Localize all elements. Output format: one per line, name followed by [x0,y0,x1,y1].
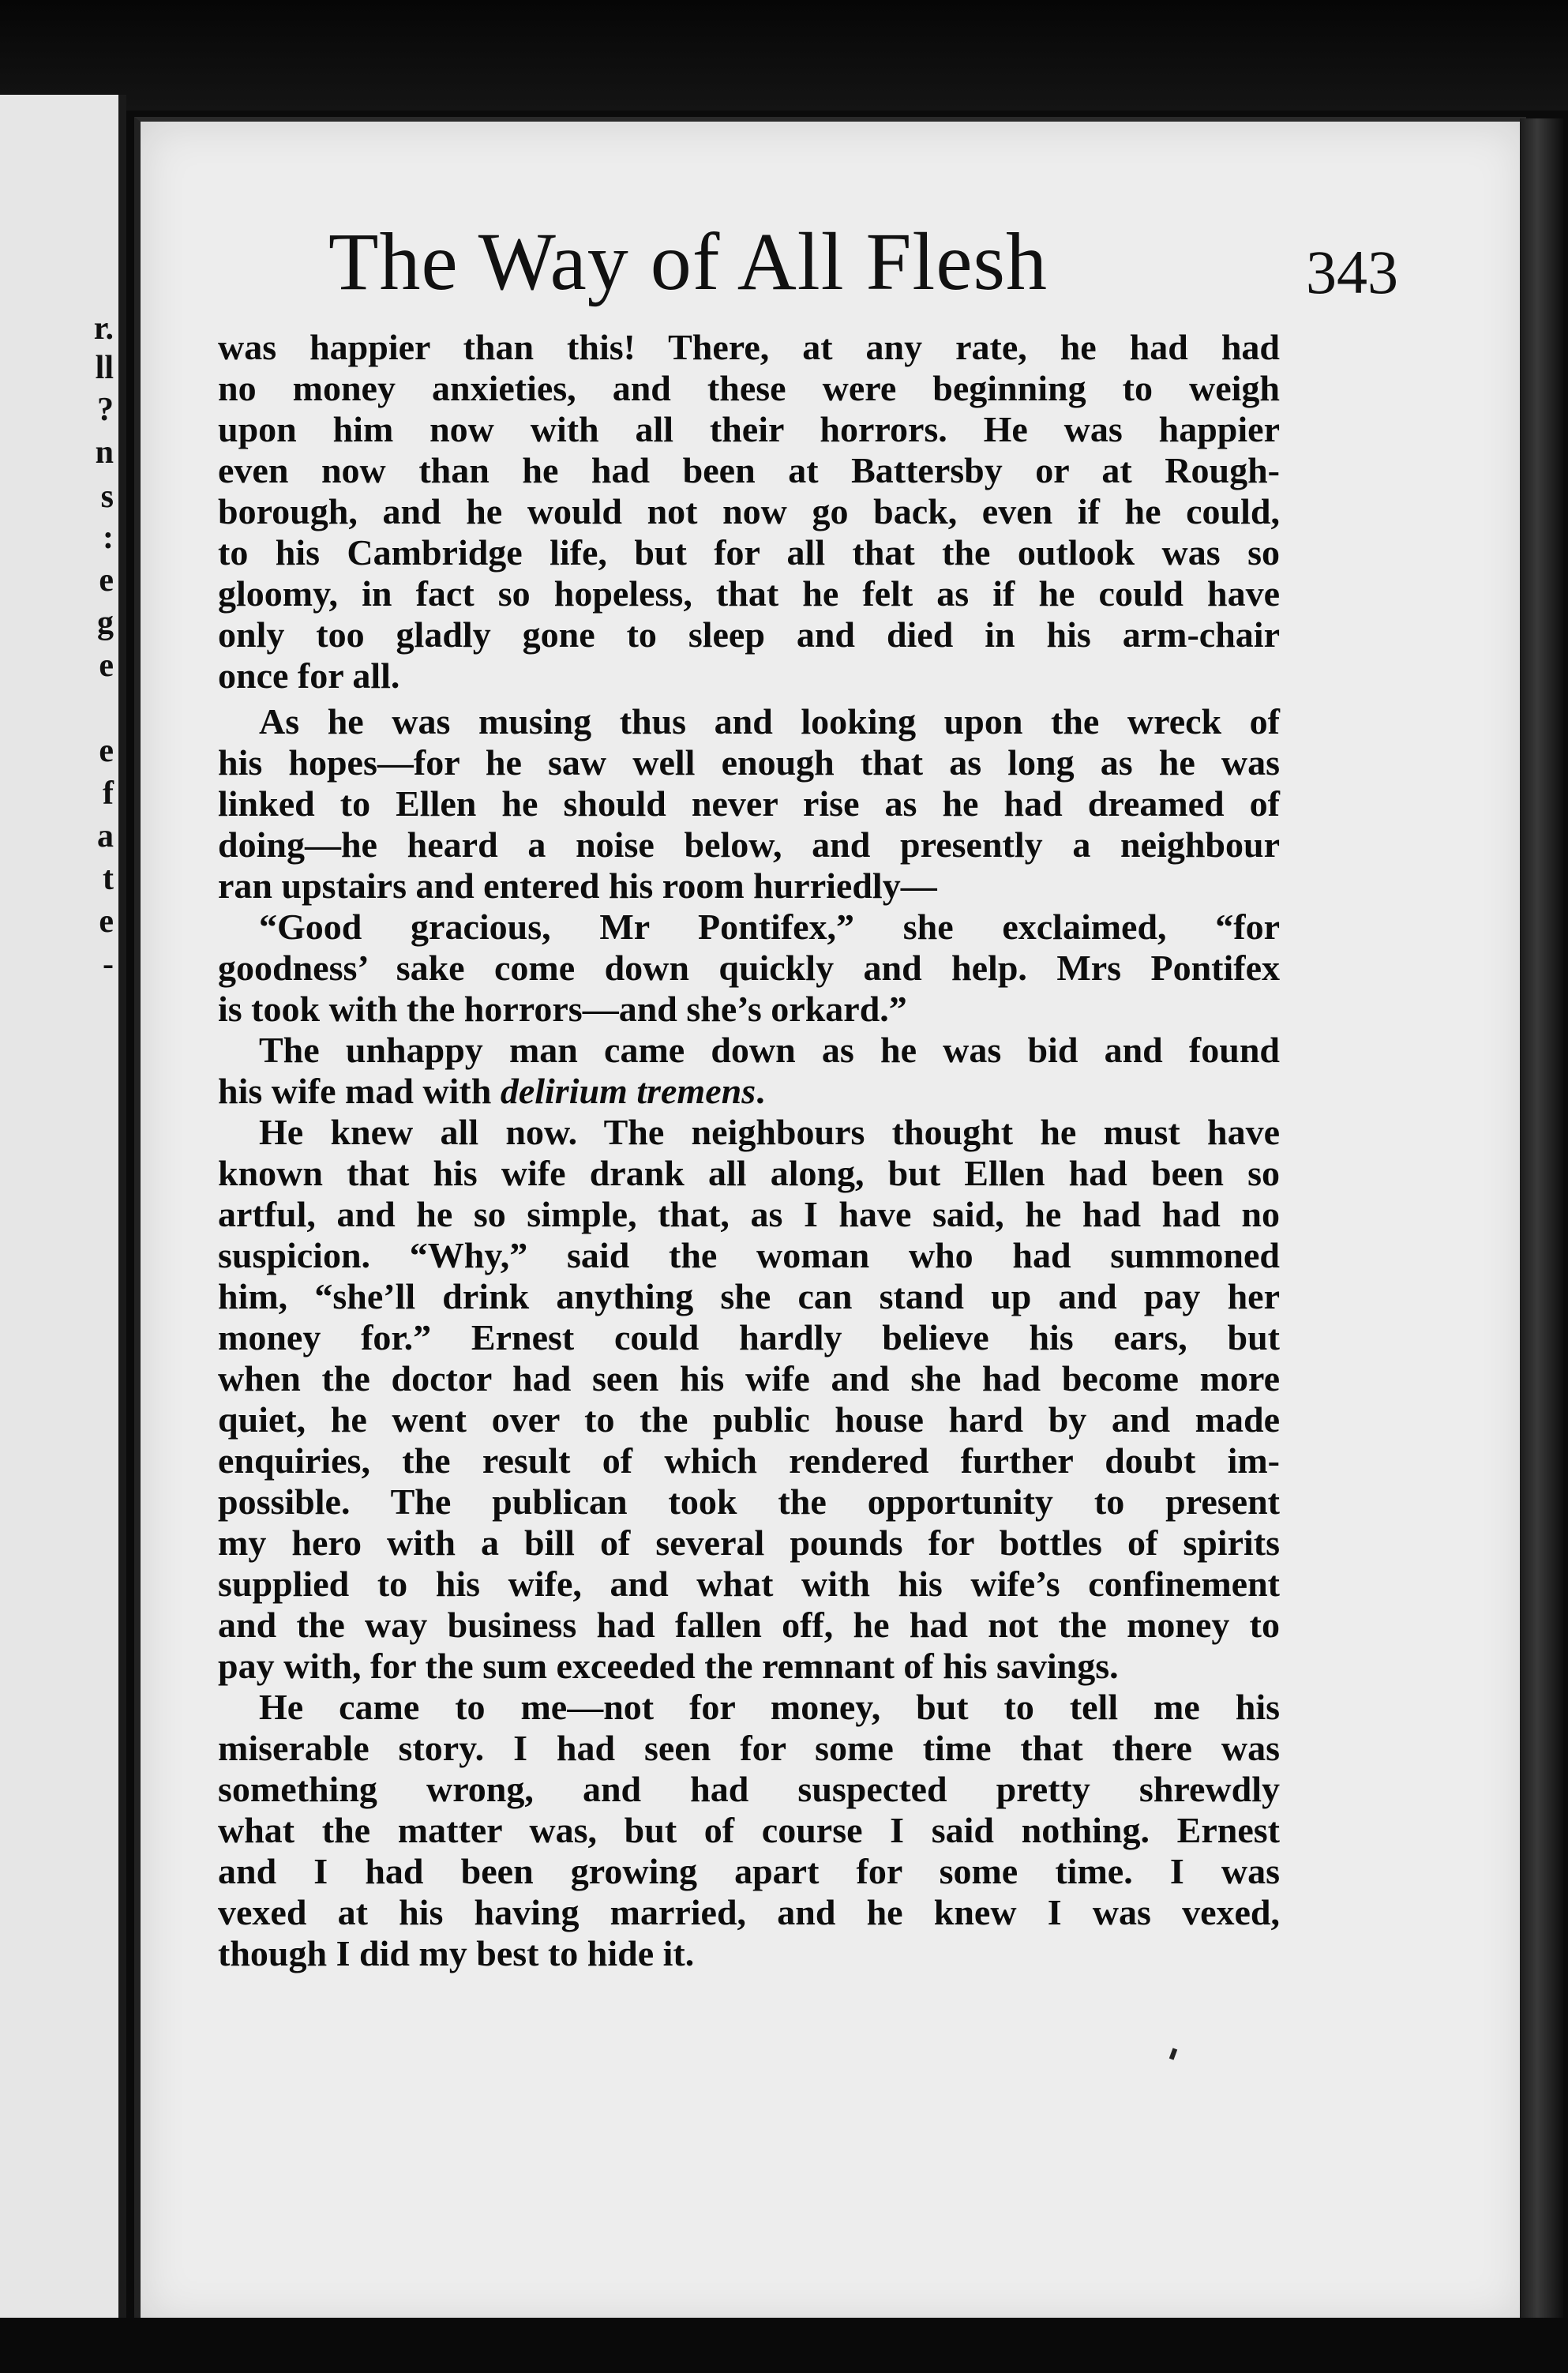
prev-page-char: s [100,479,114,515]
body-text [218,327,1280,1974]
text-line: my hero with a bill of several pounds for bottles of spirits [218,1523,1280,1563]
text-run: . [756,1071,765,1111]
prev-page-char: ? [97,392,114,428]
prev-page-char: e [99,562,114,599]
text-line: linked to Ellen he should never rise as he had dreamed of [218,783,1280,824]
text-line: enquiries, the result of which rendered further doubt im- [218,1440,1280,1481]
italic-phrase: delirium tremens [500,1071,756,1111]
prev-page-char: g [97,605,114,641]
text-line: only too gladly gone to sleep and died in his arm-chair [218,614,1280,655]
text-line: him, “she’ll drink anything she can stand up and pay her [218,1276,1280,1316]
text-line: borough, and he would not now go back, even if he could, [218,491,1280,531]
prev-page-char: a [97,818,114,854]
text-line: miserable story. I had seen for some time that there was [218,1728,1280,1768]
prev-page-char: - [103,946,114,982]
text-line: artful, and he so simple, that, as I have said, he had had no [218,1194,1280,1234]
text-line: vexed at his having married, and he knew I was vexed, [218,1892,1280,1932]
prev-page-char: e [99,903,114,940]
text-line: The unhappy man came down as he was bid and found [259,1030,1280,1070]
page-number: 343 [1306,238,1398,306]
text-line: and I had been growing apart for some time. I was [218,1851,1280,1891]
text-line: even now than he had been at Battersby or at Rough- [218,450,1280,490]
text-line: is took with the horrors—and she’s orkard.” [218,989,907,1029]
text-line: gloomy, in fact so hopeless, that he felt as if he could have [218,573,1280,614]
text-line: once for all. [218,655,400,696]
text-line: doing—he heard a noise below, and presently a neighbour [218,824,1280,865]
previous-page-edge [0,95,126,2334]
text-line: quiet, he went over to the public house hard by and made [218,1399,1280,1440]
text-line: upon him now with all their horrors. He was happier [218,409,1280,449]
text-line: pay with, for the sum exceeded the remnant of his savings. [218,1646,1119,1686]
prev-page-char: f [103,775,114,812]
page-header [328,215,1398,325]
text-line: He knew all now. The neighbours thought he must have [259,1112,1280,1152]
text-line: “Good gracious, Mr Pontifex,” she exclaimed, “for [259,907,1280,947]
text-line: when the doctor had seen his wife and she had become more [218,1358,1280,1399]
prev-page-char: e [99,648,114,684]
text-line: no money anxieties, and these were beginning to weigh [218,368,1280,408]
text-line: something wrong, and had suspected pretty shrewdly [218,1769,1280,1809]
text-line: and the way business had fallen off, he had not the money to [218,1605,1280,1645]
text-line: possible. The publican took the opportunity to present [218,1481,1280,1522]
text-line-with-italic [218,1071,1280,1112]
text-line: to his Cambridge life, but for all that the outlook was so [218,532,1280,573]
text-line: As he was musing thus and looking upon the wreck of [259,701,1280,742]
text-line: He came to me—not for money, but to tell me his [259,1687,1280,1727]
book-page [134,117,1526,2325]
text-line: his hopes—for he saw well enough that as long as he was [218,742,1280,783]
prev-page-char: t [103,861,114,897]
prev-page-char: ll [95,350,114,386]
text-line: supplied to his wife, and what with his wife’s confinement [218,1564,1280,1604]
text-run: his wife mad with [218,1071,501,1111]
text-line: money for.” Ernest could hardly believe his ears, but [218,1317,1280,1357]
text-line: suspicion. “Why,” said the woman who had summoned [218,1235,1280,1275]
film-border-top [0,0,1568,111]
prev-page-char: e [99,733,114,769]
text-line: what the matter was, but of course I said nothing. Ernest [218,1810,1280,1850]
page-edge-shadow [1520,118,1563,2322]
ink-speck [1169,2048,1177,2059]
text-line: ran upstairs and entered his room hurriedly— [218,865,937,906]
text-line: was happier than this! There, at any rate, he had had [218,327,1280,367]
text-line: though I did my best to hide it. [218,1933,695,1973]
prev-page-char: n [95,434,114,471]
text-line: known that his wife drank all along, but Ellen had been so [218,1153,1280,1193]
prev-page-char: : [103,520,114,556]
text-line: goodness’ sake come down quickly and help. Mrs Pontifex [218,948,1280,988]
prev-page-char: r. [93,310,114,347]
running-title: The Way of All Flesh [328,216,1048,307]
film-border-bottom [0,2318,1568,2373]
